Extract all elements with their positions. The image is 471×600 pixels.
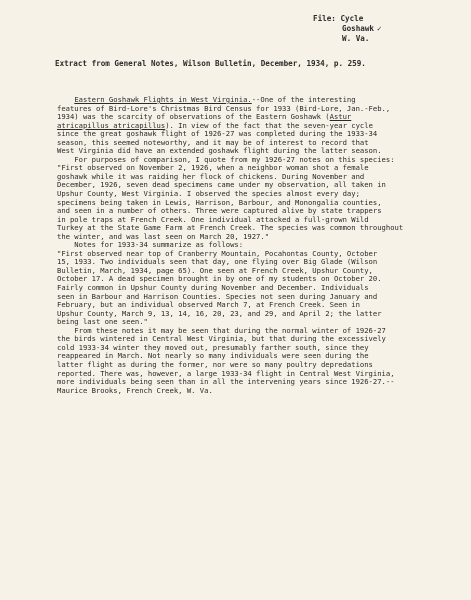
article-line: goshawk while it was raiding her flock of chickens. During November and [57,172,365,181]
article-line: Notes for 1933-34 summarize as follows: [57,241,244,250]
article-line: reported. There was, however, a large 1933-34 flight in Central West Virginia, [57,369,395,378]
file-label-line [313,14,382,24]
article-line: December, 1926, seven dead specimens came under my observation, all taken in [57,181,386,190]
article-line: For purposes of comparison, I quote from my 1926-27 notes on this species: [57,155,395,164]
check-mark-icon: ✓ [377,24,382,33]
scientific-name: atricapillus atricapillus [57,121,166,130]
article-line [57,113,427,122]
file-state: W. Va. [342,34,370,43]
article-line: "First observed on November 2, 1926, when a neighbor woman shot a female [57,164,369,173]
article-line [57,122,427,131]
article-line: latter flight as during the former, nor were so many poultry depredations [57,360,373,369]
scientific-name: Astur [329,113,352,122]
file-cycle: Cycle [340,14,364,23]
article-line: Fairly common in Upshur County during November and December. Individuals [57,284,369,293]
article-line: Upshur County, March 9, 13, 14, 16, 20, 23, and 29, and April 2; the latter [57,309,382,318]
article-line: cold 1933-34 winter they moved out, presumably farther south, since they [57,343,369,352]
article-line: since the great goshawk flight of 1926-27 was completed during the 1933-34 [57,130,378,139]
article-line: the winter, and was last seen on March 20, 1927." [57,232,270,241]
article-line-text: ). In view of the fact that the seven-year cycle [165,121,373,130]
article-line: seen in Barbour and Harrison Counties. Species not seen during January and [57,292,378,301]
file-goshawk-line [313,24,382,34]
article-line: features of Bird-Lore's Christmas Bird Census for 1933 (Bird-Lore, Jan.-Feb., [57,104,391,113]
article-line: 15, 1933. Two individuals seen that day, one flying over Big Glade (Wilson [57,258,378,267]
article-line: the birds wintered in Central West Virginia, but that during the excessively [57,335,386,344]
article-line: in pole traps at French Creek. One individual attacked a full-grown Wild [57,215,369,224]
article-title: Eastern Goshawk Flights in West Virginia. [74,96,252,104]
article-line: West Virginia did have an extended goshawk flight during the latter season. [57,147,382,156]
extract-citation: Extract from General Notes, Wilson Bulletin, December, 1934, p. 259. [55,59,366,68]
article-line: reappeared in March. Not nearly so many individuals were seen during the [57,352,369,361]
article-line: Bulletin, March, 1934, page 65). One seen at French Creek, Upshur County, [57,266,373,275]
article-line: "First observed near top of Cranberry Mountain, Pocahontas County, October [57,249,378,258]
article-line: season, this seemed noteworthy, and it may be of interest to record that [57,138,369,147]
article-first-line [57,96,427,105]
file-goshawk: Goshawk [342,24,375,33]
article-signature: Maurice Brooks, French Creek, W. Va. [57,386,213,395]
article-line: specimens being taken in Lewis, Harrison, Barbour, and Monongalia counties, [57,198,382,207]
article-line: From these notes it may be seen that during the normal winter of 1926-27 [57,326,386,335]
article-line: February, but an individual observed March 7, at French Creek. Seen in [57,301,360,310]
file-header [313,14,382,44]
article-line: more individuals being seen than in all the intervening years since 1926-27.-- [57,378,395,387]
file-label: File: [313,14,336,23]
article-line: and seen in a number of others. Three were captured alive by state trappers [57,207,382,216]
article-body [57,96,427,395]
article-title-rest: --One of the interesting [251,96,356,104]
article-line: October 17. A dead specimen brought in by one of my students on October 20. [57,275,382,284]
article-line: Upshur County, West Virginia. I observed the species almost every day; [57,190,360,199]
article-line-text: 1934) was the scarcity of observations of the Eastern Goshawk ( [57,113,330,122]
article-line: being last one seen." [57,318,148,327]
article-line: Turkey at the State Game Farm at French Creek. The species was common throughout [57,224,404,233]
